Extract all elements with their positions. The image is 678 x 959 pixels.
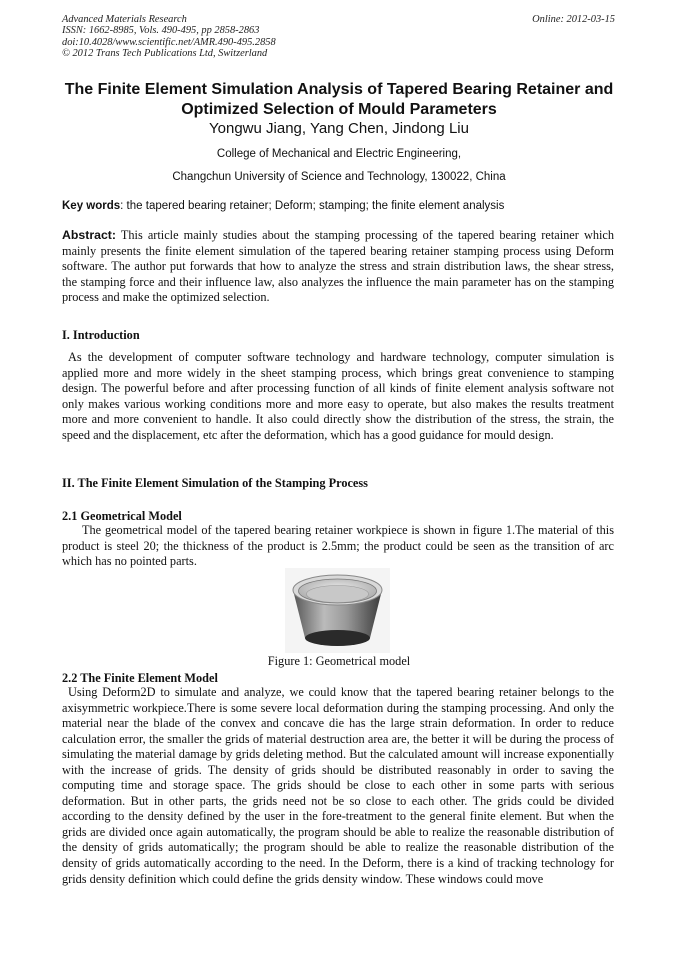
subsection-2-2-paragraph	[62, 685, 614, 887]
subsection-2-2-heading: 2.2 The Finite Element Model	[62, 671, 218, 685]
subsection-2-2-text: Using Deform2D to simulate and analyze, we could know that the tapered bearing retainer belongs to the axisymmetric workpiece.There is some severe local deformation during the stamping processing. And only the material near the blade of the convex and concave die has the large strain deformation. In order to reduce calculation error, the smaller the grids of material destruction area are, the better it will be during the process of simulating the material damage by grids deleting method. But the calculated amount will increase exponentially with the increase of grids. The density of grids should be distributed reasonably in order to saving the computing time and storage space. The grids should be close to each other in some parts with serious deformation. But in other parts, the grids need not be so close to each other. The grids could be divided according to the density defined by the user in the fore-treatment to the general finite element. But when the grids are divided once again automatically, the program should be able to realize the reasonable distribution of the density of grids automatically; the program should be able to realize the reasonable distribution of the density of grids automatically according to the need. In the Deform, there is a kind of tracking technology for grids density definition which could define the grids density window. These windows could move	[62, 685, 614, 886]
affiliation-line-2: Changchun University of Science and Technology, 130022, China	[172, 171, 506, 183]
issn-line: ISSN: 1662-8985, Vols. 490-495, pp 2858-2863	[62, 25, 260, 37]
online-date: Online: 2012-03-15	[532, 14, 615, 25]
keywords-text: : the tapered bearing retainer; Deform; stamping; the finite element analysis	[120, 200, 505, 212]
keywords	[62, 200, 504, 212]
intro-paragraph	[62, 350, 614, 443]
title-line-1: The Finite Element Simulation Analysis of Tapered Bearing Retainer and	[64, 81, 614, 98]
section-2-heading: II. The Finite Element Simulation of the Stamping Process	[62, 476, 368, 490]
authors: Yongwu Jiang, Yang Chen, Jindong Liu	[209, 120, 469, 137]
figure-1-caption: Figure 1: Geometrical model	[267, 654, 411, 668]
intro-text: As the development of computer software technology and hardware technology, computer simulation is applied more and more widely in the sheet stamping process, which brings great convenience to stamping design. The powerful before and after processing function of all kinds of finite element analysis software not only makes various working conditions more and more easy to operate, but also makes the results treatment more and more convenient to handle. It also could directly show the distribution of the stress, the strain, the speed and the displacement, etc after the deformation, which has a good guidance for mould design.	[62, 350, 614, 442]
subsection-2-1-text: The geometrical model of the tapered bearing retainer workpiece is shown in figure 1.The material of this product is steel 20; the thickness of the product is 2.5mm; the product could be seen as the transition of arc which has no pointed parts.	[62, 523, 614, 569]
subsection-2-1-paragraph	[62, 523, 614, 570]
title-line-2: Optimized Selection of Mould Parameters	[181, 101, 497, 118]
abstract-text: This article mainly studies about the stamping processing of the tapered bearing retainer which mainly presents the finite element simulation of the tapered bearing retainer stamping process using Deform software. The author put forwards that how to analyze the stress and strain distribution laws, the shear stress, the stamping force and their influence law, also analyzes the influence the main parameter has on the stamping process and make the optimized selection.	[62, 228, 614, 305]
copyright-line: © 2012 Trans Tech Publications Ltd, Switzerland	[62, 48, 268, 60]
doi-line: doi:10.4028/www.scientific.net/AMR.490-495.2858	[62, 36, 276, 48]
abstract-label: Abstract:	[62, 228, 116, 242]
journal-name: Advanced Materials Research	[62, 14, 187, 25]
keywords-label: Key words	[62, 200, 121, 212]
journal-header	[62, 14, 276, 60]
paper-title	[40, 80, 638, 120]
intro-heading: I. Introduction	[62, 328, 140, 342]
affiliation-line-1: College of Mechanical and Electric Engineering,	[216, 148, 462, 160]
figure-1-geometrical-model	[285, 568, 390, 653]
bearing-retainer-image	[285, 568, 390, 653]
subsection-2-1-heading: 2.1 Geometrical Model	[62, 509, 182, 523]
abstract	[62, 228, 614, 306]
